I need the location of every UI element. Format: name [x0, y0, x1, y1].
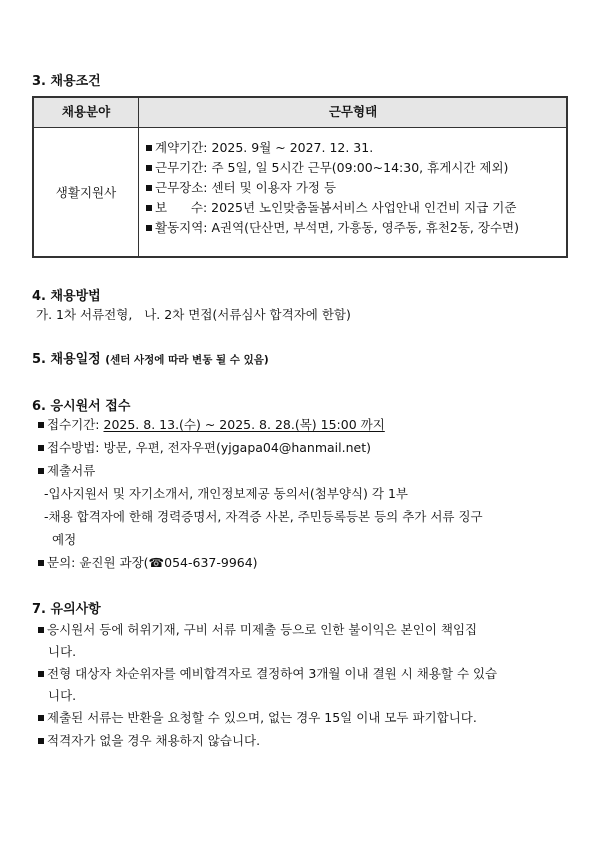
bullet-square-icon [146, 225, 152, 231]
bullet-square-icon [146, 205, 152, 211]
section-7-title: 7. 유의사항 [32, 602, 101, 617]
bullet-square-icon [38, 627, 44, 633]
section-3-title: 3. 채용조건 [32, 74, 101, 89]
table-header [34, 98, 566, 128]
list-item: 근무장소: 센터 및 이용자 가정 등 [146, 178, 519, 198]
field-cell [34, 128, 138, 256]
list-item: 보 수: 2025년 노인맞춤돌봄서비스 사업안내 인건비 지급 기준 [146, 198, 519, 218]
section-5-title: 5. 채용일정 [32, 352, 101, 367]
doc-item-2: -채용 합격자에 한해 경력증명서, 자격증 사본, 주민등록등본 등의 추가 서류 징구 [44, 509, 483, 524]
bullet-square-icon [146, 145, 152, 151]
section-4-content: 가. 1차 서류전형, 나. 2차 면접(서류심사 합격자에 한함) [36, 307, 351, 322]
bullet-square-icon [38, 560, 44, 566]
bullet-square-icon [38, 715, 44, 721]
bullet-square-icon [38, 422, 44, 428]
contact: 문의: 윤진원 과장(☎054-637-9964) [38, 553, 258, 571]
section-6-title: 6. 응시원서 접수 [32, 399, 131, 414]
bullet-square-icon [146, 185, 152, 191]
bullet-square-icon [38, 468, 44, 474]
list-item: 활동지역: A권역(단산면, 부석면, 가흥동, 영주동, 휴천2동, 장수면) [146, 218, 519, 238]
docs-title: 제출서류 [38, 461, 95, 479]
receipt-period-label: 접수기간: [47, 417, 104, 432]
bullet-square-icon [38, 671, 44, 677]
receipt-method: 접수방법: 방문, 우편, 전자우편(yjgapa04@hanmail.net) [38, 438, 371, 456]
section-5-heading [32, 348, 269, 367]
receipt-period-value: 2025. 8. 13.(수) ~ 2025. 8. 28.(목) 15:00 까지 [103, 417, 385, 432]
notice-4: 적격자가 없을 경우 채용하지 않습니다. [38, 731, 260, 749]
doc-item-1: -입사지원서 및 자기소개서, 개인정보제공 동의서(첨부양식) 각 1부 [44, 486, 408, 501]
field-value: 생활지원사 [55, 185, 117, 200]
section-5-note: (센터 사정에 따라 변동 될 수 있음) [105, 354, 269, 366]
bullet-square-icon [38, 738, 44, 744]
list-item: 근무기간: 주 5일, 일 5시간 근무(09:00~14:30, 휴게시간 제외) [146, 158, 519, 178]
header-work-type: 근무형태 [328, 104, 378, 119]
notice-2-cont: 니다. [48, 688, 77, 703]
employment-conditions-table [32, 96, 568, 258]
bullet-square-icon [146, 165, 152, 171]
bullet-square-icon [38, 445, 44, 451]
notice-1-cont: 니다. [48, 644, 77, 659]
notice-2: 전형 대상자 차순위자를 예비합격자로 결정하여 3개월 이내 결원 시 채용할 수 있습 [38, 664, 497, 682]
work-conditions-list [146, 138, 519, 238]
column-divider [138, 98, 139, 256]
receipt-period [38, 415, 385, 433]
notice-3: 제출된 서류는 반환을 요청할 수 있으며, 없는 경우 15일 이내 모두 파기합니다. [38, 708, 477, 726]
list-item: 계약기간: 2025. 9월 ~ 2027. 12. 31. [146, 138, 519, 158]
doc-item-2-cont: 예정 [52, 532, 77, 547]
section-4-title: 4. 채용방법 [32, 289, 101, 304]
notice-1: 응시원서 등에 허위기재, 구비 서류 미제출 등으로 인한 불이익은 본인이 책임집 [38, 620, 477, 638]
header-field: 채용분야 [61, 104, 111, 119]
